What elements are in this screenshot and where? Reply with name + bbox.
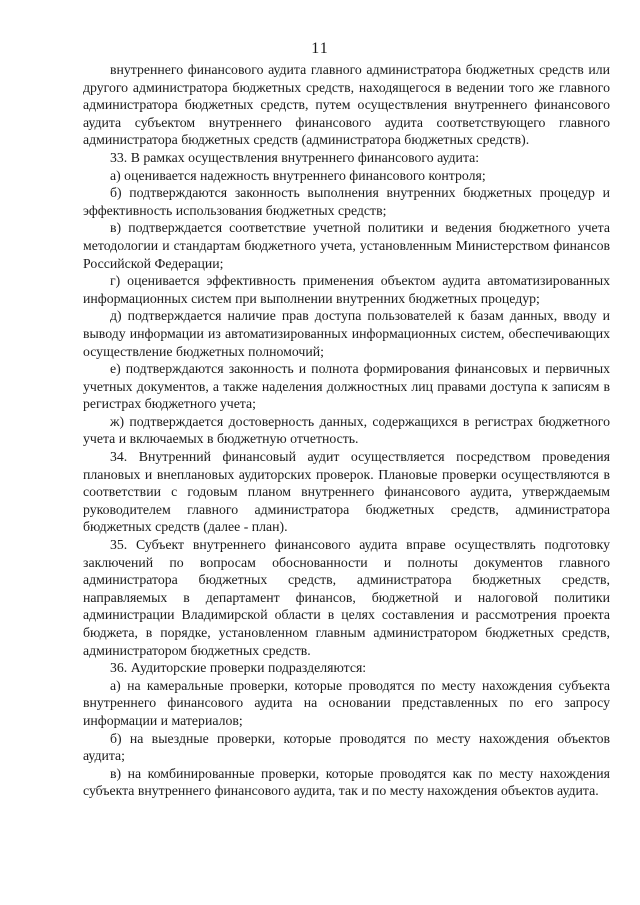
paragraph-36-b: б) на выездные проверки, которые проводятся по месту нахождения объектов аудита; xyxy=(83,730,610,764)
paragraph-34: 34. Внутренний финансовый аудит осуществляется посредством проведения плановых и внеплановых аудиторских проверок. Плановые проверки осуществляются в соответствии с годовым планом внутреннего финансового аудита, утверждаемым руководителем главного администратора бюджетных средств, администратора бюджетных средств (далее - план). xyxy=(83,449,610,535)
paragraph-35: 35. Субъект внутреннего финансового аудита вправе осуществлять подготовку заключений по вопросам обоснованности и полноты документов главного администратора бюджетных средств, администратора бюджетных средств, направляемых в департамент финансов, бюджетной и налоговой политики администрации Владимирской области в целях составления и рассмотрения проекта бюджета, в порядке, установленном главным администратором бюджетных средств, администратором бюджетных средств. xyxy=(83,537,610,658)
paragraph-continuation: внутреннего финансового аудита главного администратора бюджетных средств или другого администратора бюджетных средств, находящегося в ведении того же главного администратора бюджетных средств, путем осуществления внутреннего финансового аудита субъектом внутреннего финансового аудита соответствующего главного администратора бюджетных средств (администратора бюджетных средств). xyxy=(83,62,610,148)
paragraph-33-v: в) подтверждается соответствие учетной политики и ведения бюджетного учета методологии и стандартам бюджетного учета, установленным Министерством финансов Российской Федерации; xyxy=(83,220,610,271)
paragraph-33: 33. В рамках осуществления внутреннего финансового аудита: xyxy=(110,149,480,165)
paragraph-33-e: е) подтверждаются законность и полнота формирования финансовых и первичных учетных документов, а также наделения должностных лиц правами доступа к записям в регистрах бюджетного учета; xyxy=(83,361,610,412)
paragraph-33-g: г) оценивается эффективность применения объектом аудита автоматизированных информационных систем при выполнении внутренних бюджетных процедур; xyxy=(83,273,610,306)
paragraph-36-v: в) на комбинированные проверки, которые проводятся как по месту нахождения субъекта внутреннего финансового аудита, так и по месту нахождения объектов аудита. xyxy=(83,765,610,799)
paragraph-33-b: б) подтверждаются законность выполнения внутренних бюджетных процедур и эффективность использования бюджетных средств; xyxy=(83,185,610,218)
paragraph-33-d: д) подтверждается наличие прав доступа пользователей к базам данных, вводу и выводу информации из автоматизированных информационных систем, обеспечивающих осуществление бюджетных полномочий; xyxy=(83,308,610,359)
page-number: 11 xyxy=(311,40,329,57)
paragraph-33-zh: ж) подтверждается достоверность данных, содержащихся в регистрах бюджетного учета и включаемых в бюджетную отчетность. xyxy=(83,413,610,447)
paragraph-33-a: а) оценивается надежность внутреннего финансового контроля; xyxy=(110,167,486,183)
paragraph-36: 36. Аудиторские проверки подразделяются: xyxy=(110,660,367,676)
paragraph-36-a: а) на камеральные проверки, которые проводятся по месту нахождения субъекта внутреннего финансового аудита на основании представленных по его запросу информации и материалов; xyxy=(83,677,610,728)
document-body xyxy=(83,61,610,800)
